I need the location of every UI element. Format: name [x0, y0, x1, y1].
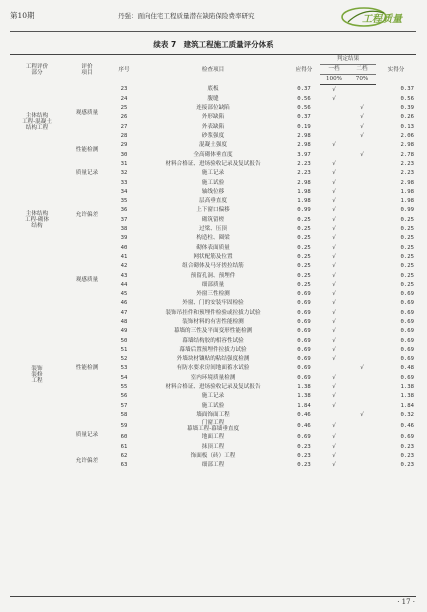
row-number: 25: [120, 105, 128, 112]
check-item: 全高砌体垂直度: [193, 151, 233, 158]
col-check: 检查项目: [138, 55, 288, 85]
score-value: 2.98: [297, 179, 311, 186]
check-item: 材料合格证、进场验收记录及复试报告: [165, 160, 261, 167]
actual-score: 0.69: [400, 291, 415, 298]
first-grade-mark: √: [332, 142, 336, 149]
second-grade-mark: [348, 299, 376, 308]
second-grade-mark: [348, 451, 376, 460]
row-number: 30: [120, 151, 128, 158]
row-number: 32: [120, 170, 128, 177]
row-number: 44: [120, 281, 128, 288]
first-grade-mark: √: [332, 86, 336, 93]
check-item: 外窗、门的安装牢固检验: [182, 300, 244, 307]
check-item: 外窗三性检测: [196, 291, 230, 298]
first-grade-mark: √: [332, 384, 336, 391]
actual-score: 0.69: [400, 434, 415, 441]
check-item: 上下窗口偏移: [196, 207, 230, 214]
score-value: 0.25: [297, 281, 311, 288]
actual-score: 2.98: [400, 142, 415, 149]
page-header: [0, 0, 427, 34]
score-value: 3.97: [297, 151, 311, 158]
first-grade-mark: √: [332, 216, 336, 223]
col-item: 评价 项目: [64, 55, 110, 85]
item-cell: 观感质量: [75, 109, 99, 116]
check-item: 过梁、压顶: [199, 226, 227, 233]
second-grade-mark: √: [360, 411, 364, 418]
second-grade-mark: [348, 383, 376, 392]
row-number: 48: [120, 319, 128, 325]
first-grade-mark: √: [332, 337, 336, 344]
actual-score: 0.25: [400, 253, 415, 260]
check-item: 组合砌体及马牙搓拉结筋: [182, 263, 244, 270]
actual-score: 1.98: [400, 188, 415, 195]
first-grade-mark: √: [332, 95, 336, 102]
actual-score: 0.25: [400, 281, 415, 288]
check-item: 施工试验: [201, 402, 225, 409]
check-item: 墙面饰面工程: [196, 411, 230, 418]
actual-score: 0.56: [400, 95, 415, 102]
actual-score: 1.98: [400, 198, 415, 205]
row-number: 62: [120, 452, 128, 459]
item-cell: 质量记录: [75, 432, 99, 439]
score-value: 0.56: [297, 95, 311, 102]
row-number: 56: [120, 393, 128, 400]
item-cell: 观感质量: [75, 277, 99, 284]
check-item: 细部质量: [201, 281, 225, 288]
row-number: 34: [120, 188, 128, 195]
first-grade-mark: √: [332, 423, 336, 430]
check-item: 幕墙后置预埋件拉拔力试验: [179, 346, 247, 353]
second-grade-mark: [348, 234, 376, 243]
item-cell: 性能检测: [75, 365, 99, 372]
first-grade-mark: √: [332, 346, 336, 353]
score-value: 2.98: [297, 133, 311, 140]
actual-score: 0.69: [400, 374, 415, 381]
actual-score: 2.23: [400, 160, 415, 167]
row-number: 23: [120, 86, 128, 93]
row-number: 40: [120, 244, 128, 251]
item-cell: 性能检测: [75, 147, 99, 153]
score-value: 0.46: [297, 423, 311, 430]
first-grade-mark: [320, 104, 348, 113]
score-value: 1.38: [297, 393, 311, 400]
actual-score: 0.69: [400, 328, 415, 335]
bottom-rule: [10, 596, 416, 597]
check-item: 砌筑留槎: [201, 216, 225, 223]
score-value: 1.38: [297, 384, 311, 391]
check-item: 有防水要求房间地面蓄水试验: [176, 365, 250, 372]
table-row: [10, 243, 416, 252]
score-value: 0.46: [297, 411, 311, 418]
row-number: 49: [120, 328, 128, 335]
row-number: 41: [120, 253, 128, 260]
check-item: 细部工程: [201, 462, 225, 469]
logo-text: 工程质量: [362, 14, 402, 25]
first-grade-mark: √: [332, 434, 336, 441]
second-grade-mark: [348, 215, 376, 224]
score-value: 0.69: [297, 337, 311, 344]
score-value: 0.69: [297, 434, 311, 441]
check-item: 层高垂直度: [199, 198, 227, 205]
second-grade-mark: [348, 141, 376, 150]
check-item: 预留孔洞、预埋件: [190, 272, 236, 279]
first-grade-mark: √: [332, 160, 336, 167]
second-grade-mark: [348, 308, 376, 317]
score-value: 0.25: [297, 263, 311, 270]
row-number: 61: [120, 443, 128, 450]
second-grade-mark: [348, 187, 376, 196]
score-value: 0.69: [297, 346, 311, 353]
score-value: 0.25: [297, 253, 311, 260]
actual-score: 1.38: [400, 384, 415, 391]
actual-score: 1.84: [400, 402, 415, 409]
second-grade-mark: √: [360, 365, 364, 372]
second-grade-mark: [348, 420, 376, 433]
actual-score: 0.23: [400, 462, 415, 469]
second-grade-mark: [348, 442, 376, 451]
actual-score: 0.25: [400, 272, 415, 279]
first-grade-mark: √: [332, 356, 336, 363]
score-value: 1.84: [297, 402, 311, 409]
row-number: 26: [120, 114, 128, 121]
actual-score: 0.69: [400, 319, 415, 325]
col-100: 100%: [320, 75, 348, 85]
item-cell: 质量记录: [75, 170, 99, 177]
table-row: [10, 159, 416, 168]
row-number: 27: [120, 123, 128, 130]
first-grade-mark: √: [332, 235, 336, 242]
item-cell: 允许偏差: [75, 212, 99, 219]
row-number: 53: [120, 365, 128, 372]
page-number: · 17 ·: [397, 598, 415, 606]
score-value: 0.69: [297, 291, 311, 298]
actual-score: 2.78: [400, 151, 415, 158]
row-number: 50: [120, 337, 128, 344]
score-value: 2.98: [297, 142, 311, 149]
score-value: 0.23: [297, 452, 311, 459]
score-value: 0.25: [297, 244, 311, 251]
check-item: 施工记录: [201, 393, 225, 400]
check-item: 抹顶工程: [201, 443, 225, 450]
object-cell: 主体结构 工程-砌体 结构: [24, 210, 50, 229]
second-grade-mark: [348, 94, 376, 103]
row-number: 37: [120, 216, 128, 223]
first-grade-mark: √: [332, 443, 336, 450]
row-number: 39: [120, 235, 128, 242]
row-number: 60: [120, 434, 128, 441]
score-value: 0.25: [297, 272, 311, 279]
first-grade-mark: [320, 131, 348, 140]
actual-score: 0.13: [400, 123, 415, 130]
row-number: 35: [120, 198, 128, 205]
first-grade-mark: √: [332, 402, 336, 409]
second-grade-mark: [348, 243, 376, 252]
col-result-group: 判定结果: [320, 55, 376, 65]
score-value: 0.23: [297, 443, 311, 450]
second-grade-mark: √: [360, 105, 364, 112]
first-grade-mark: [320, 410, 348, 419]
actual-score: 0.23: [400, 452, 415, 459]
actual-score: 0.25: [400, 263, 415, 270]
first-grade-mark: √: [332, 198, 336, 205]
col-no: 序号: [110, 55, 138, 85]
second-grade-mark: √: [360, 133, 364, 140]
actual-score: 0.32: [400, 411, 415, 418]
actual-score: 0.46: [400, 423, 415, 430]
score-value: 2.23: [297, 160, 311, 167]
table-row: [10, 317, 416, 326]
first-grade-mark: √: [332, 226, 336, 233]
row-number: 63: [120, 462, 128, 469]
check-item: 腹缝: [207, 95, 219, 102]
header-rule: [10, 31, 416, 32]
check-item: 幕墙结构胶的相容性试验: [182, 337, 244, 344]
score-value: 0.69: [297, 328, 311, 335]
second-grade-mark: [348, 178, 376, 187]
score-value: 0.69: [297, 356, 311, 363]
check-item: 外表缺陷: [201, 123, 225, 130]
second-grade-mark: √: [360, 123, 364, 130]
first-grade-mark: √: [332, 374, 336, 381]
first-grade-mark: √: [332, 263, 336, 270]
row-number: 58: [120, 411, 128, 418]
col-object: 工程评价 部分: [10, 55, 64, 85]
first-grade-mark: [320, 150, 348, 159]
first-grade-mark: √: [332, 244, 336, 251]
first-grade-mark: √: [332, 309, 336, 316]
running-title: 丹强：面向住宅工程质量潜在缺陷保险费率研究: [118, 12, 255, 20]
actual-score: 0.69: [400, 346, 415, 353]
actual-score: 1.38: [400, 393, 415, 400]
first-grade-mark: √: [332, 188, 336, 195]
actual-score: 0.25: [400, 216, 415, 223]
check-item: 幕墙的三性及平面变形性能检测: [173, 328, 253, 335]
first-grade-mark: √: [332, 462, 336, 469]
row-number: 24: [120, 95, 128, 102]
check-item: 底板: [207, 86, 219, 93]
row-number: 31: [120, 160, 128, 167]
row-number: 47: [120, 309, 128, 316]
check-item: 材料合格证、进场验收记录及复试报告: [165, 384, 261, 391]
check-item: 施工试验: [201, 179, 225, 186]
score-value: 0.25: [297, 216, 311, 223]
first-grade-mark: √: [332, 300, 336, 307]
first-grade-mark: √: [332, 452, 336, 459]
first-grade-mark: √: [332, 281, 336, 288]
row-number: 46: [120, 300, 128, 307]
row-number: 57: [120, 402, 128, 409]
item-cell: 允许偏差: [75, 457, 99, 464]
first-grade-mark: √: [332, 207, 336, 214]
check-item: 饰面板（砖）工程: [190, 452, 236, 459]
row-number: 55: [120, 384, 128, 391]
row-number: 38: [120, 226, 128, 233]
check-item: 装饰吊挂件和预埋件检验或拉拔力试验: [165, 309, 261, 316]
actual-score: 2.98: [400, 179, 415, 186]
score-value: 0.37: [297, 86, 311, 93]
score-value: 0.99: [297, 207, 311, 214]
actual-score: 2.06: [400, 133, 415, 140]
check-item: 地面工程: [201, 434, 225, 441]
second-grade-mark: [348, 159, 376, 168]
second-grade-mark: [348, 290, 376, 299]
second-grade-mark: [348, 336, 376, 345]
col-actual: 实得分: [376, 55, 416, 85]
row-number: 51: [120, 346, 128, 353]
second-grade-mark: [348, 373, 376, 382]
actual-score: 0.69: [400, 309, 415, 316]
row-number: 59: [120, 423, 128, 430]
score-value: 0.37: [297, 114, 311, 121]
score-value: 0.25: [297, 226, 311, 233]
actual-score: 0.99: [400, 207, 415, 214]
second-grade-mark: [348, 280, 376, 289]
actual-score: 0.25: [400, 235, 415, 242]
row-number: 45: [120, 291, 128, 298]
second-grade-mark: √: [360, 114, 364, 121]
row-number: 52: [120, 356, 128, 363]
second-grade-mark: [348, 169, 376, 178]
second-grade-mark: √: [360, 151, 364, 158]
col-second: 二档: [348, 65, 376, 75]
first-grade-mark: [320, 113, 348, 122]
row-number: 28: [120, 133, 128, 140]
score-value: 0.69: [297, 300, 311, 307]
second-grade-mark: [348, 206, 376, 215]
second-grade-mark: [348, 461, 376, 470]
issue-label: 第10期: [10, 11, 35, 20]
table-row: [10, 187, 416, 196]
first-grade-mark: √: [332, 179, 336, 186]
col-70: 70%: [348, 75, 376, 85]
first-grade-mark: √: [332, 253, 336, 260]
first-grade-mark: [320, 122, 348, 131]
second-grade-mark: [348, 401, 376, 410]
score-value: 0.69: [297, 374, 311, 381]
second-grade-mark: [348, 262, 376, 271]
row-number: 42: [120, 263, 128, 270]
score-value: 0.25: [297, 235, 311, 242]
first-grade-mark: √: [332, 319, 336, 325]
second-grade-mark: [348, 271, 376, 280]
object-cell: 主体结构 工程-混凝土 结构工程: [22, 112, 52, 131]
first-grade-mark: √: [332, 272, 336, 279]
check-item: 装饰材料的有害性能检测: [182, 319, 244, 325]
actual-score: 0.37: [400, 86, 415, 93]
check-item: 构造柱、圈梁: [196, 235, 230, 242]
check-item: 外形缺陷: [201, 114, 225, 121]
check-item: 室内环境质量检测: [190, 374, 236, 381]
check-item: 连接部位缺陷: [196, 105, 230, 112]
check-item: 砂浆强度: [201, 133, 225, 140]
second-grade-mark: [348, 252, 376, 261]
second-grade-mark: [348, 327, 376, 336]
score-value: 0.69: [297, 319, 311, 325]
actual-score: 0.69: [400, 356, 415, 363]
table-row: [10, 141, 416, 150]
score-table: [10, 54, 416, 470]
first-grade-mark: √: [332, 291, 336, 298]
second-grade-mark: [348, 197, 376, 206]
score-value: 0.69: [297, 365, 311, 372]
check-item: 外墙块材镶贴的粘结强度检测: [176, 356, 250, 363]
check-item: 门窗工程 幕墙工程-幕墙垂直度: [186, 420, 240, 433]
actual-score: 2.23: [400, 170, 415, 177]
table-row: [10, 420, 416, 433]
row-number: 54: [120, 374, 128, 381]
table-row: [10, 451, 416, 460]
second-grade-mark: [348, 224, 376, 233]
second-grade-mark: [348, 433, 376, 442]
score-value: 1.98: [297, 188, 311, 195]
check-item: 砌体表面质量: [196, 244, 230, 251]
second-grade-mark: [348, 85, 376, 95]
score-value: 1.98: [297, 198, 311, 205]
table-caption: 续表 7 建筑工程施工质量评分体系: [153, 40, 274, 49]
second-grade-mark: [348, 317, 376, 326]
score-value: 0.23: [297, 462, 311, 469]
second-grade-mark: [348, 345, 376, 354]
col-first: 一档: [320, 65, 348, 75]
score-value: 0.19: [297, 123, 311, 130]
first-grade-mark: √: [332, 170, 336, 177]
col-score: 应得分: [288, 55, 320, 85]
actual-score: 0.48: [400, 365, 415, 372]
first-grade-mark: √: [332, 393, 336, 400]
actual-score: 0.69: [400, 337, 415, 344]
table-row: [10, 85, 416, 95]
actual-score: 0.26: [400, 114, 415, 121]
check-item: 网状配筋及位置: [193, 253, 233, 260]
score-value: 0.69: [297, 309, 311, 316]
actual-score: 0.25: [400, 244, 415, 251]
check-item: 施工记录: [201, 170, 225, 177]
actual-score: 0.69: [400, 300, 415, 307]
row-number: 33: [120, 179, 128, 186]
actual-score: 0.39: [400, 105, 415, 112]
second-grade-mark: [348, 392, 376, 401]
score-value: 2.23: [297, 170, 311, 177]
row-number: 29: [120, 142, 128, 149]
row-number: 36: [120, 207, 128, 214]
row-number: 43: [120, 272, 128, 279]
check-item: 轴线位移: [201, 188, 225, 195]
check-item: 混凝土强度: [199, 142, 227, 149]
actual-score: 0.23: [400, 443, 415, 450]
first-grade-mark: [320, 364, 348, 373]
object-cell: 装饰 装修 工程: [31, 365, 43, 385]
second-grade-mark: [348, 355, 376, 364]
first-grade-mark: √: [332, 328, 336, 335]
actual-score: 0.25: [400, 226, 415, 233]
score-value: 0.56: [297, 105, 311, 112]
